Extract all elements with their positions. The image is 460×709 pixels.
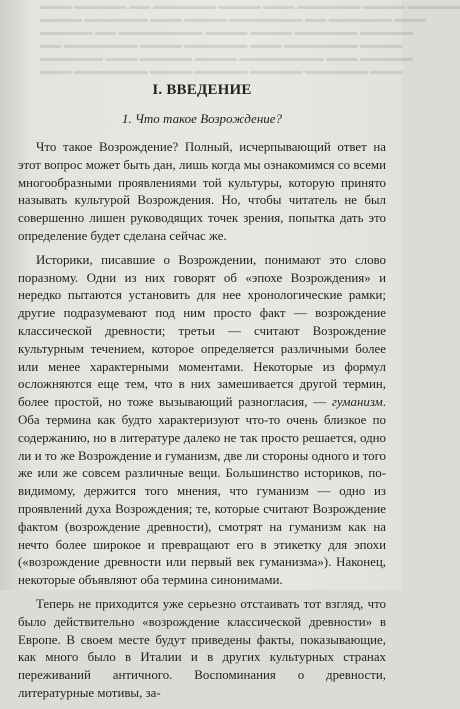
paragraph-2 xyxy=(18,252,386,590)
term-humanism: гуманизм xyxy=(331,395,383,410)
paragraph-1: Что такое Возрождение? Полный, исчерпывающий ответ на этот вопрос может быть дан, лишь когда мы ознакомимся со всеми многообразными проявлениями той культуры, которую принято называть культурой Возрождения. Но, чтобы читатель не был совершенно лишен руководящих точек зрения, попытка дать это определение будет сделана сейчас же. xyxy=(18,140,386,243)
page-content xyxy=(18,82,386,709)
paragraph-2-part-2: . Оба термина как будто характеризуют что-то очень близкое по содержанию, но в литературе далеко не так просто решается, одно ли и то же Возрождение и гуманизм, две ли стороны одного и того же или же совсем различные вещи. Большинство историков, по-видимому, держится того мнения, что гуманизм — одно из проявлений духа Возрождения; те, которые считают Возрождение фактом (возрождение древности), смотрят на гуманизм как на нечто более широкое и превращают его в этикетку для эпохи («возрождение древности или первый век гуманизма»). Наконец, некоторые объявляют оба термина синонимами. xyxy=(18,395,386,588)
paragraph-2-part-1: Историки, писавшие о Возрождении, понимают это слово поразному. Одни из них говорят об «эпохе Возрождения» и нередко пытаются установить для нее хронологические рамки; другие подразумевают под ним просто факт — возрождение классической древности; третьи — считают Возрождение культурным течением, которое определяется различными более или менее характерными моментами. Некоторые из формул осложняются еще тем, что в них замешивается другой термин, более простой, но тоже вызывающий разногласия, — xyxy=(18,252,386,410)
bleed-through-texture: ▬▬▬ ▬▬▬▬▬ ▬▬ ▬▬▬▬▬▬ ▬▬▬▬ ▬▬▬ ▬▬▬▬▬▬ ▬▬▬▬ ▬▬▬▬▬ ▬▬▬▬ ▬▬▬▬▬▬ ▬▬▬ ▬▬▬▬ ▬▬▬▬▬▬▬ ▬▬ ▬▬▬▬▬▬ ▬▬▬ ▬▬▬▬▬ ▬▬ ▬▬▬▬▬▬▬▬ ▬▬▬▬ ▬▬▬▬ ▬▬▬▬▬▬ ▬▬▬▬▬ ▬▬ ▬▬▬▬▬▬▬ ▬▬▬▬ ▬▬▬▬▬▬ ▬▬▬ ▬▬▬▬▬▬▬ ▬▬▬▬ ▬▬▬▬▬▬ ▬▬▬ ▬▬▬▬▬ ▬▬▬▬ ▬▬▬▬▬▬▬▬ ▬▬▬ ▬▬▬▬▬ ▬▬▬ ▬▬▬▬▬▬▬ ▬▬▬▬ ▬▬▬▬▬ ▬▬▬▬▬ ▬▬▬▬▬▬ ▬▬▬ xyxy=(40,1,460,77)
section-title: 1. Что такое Возрождение? xyxy=(121,111,283,126)
chapter-title: I. ВВЕДЕНИЕ xyxy=(152,82,252,98)
paragraph-3: Теперь не приходится уже серьезно отстаивать тот взгляд, что было действительно «возрождение классической древности» в Европе. В своем месте будут приведены факты, показывающие, как много было в Италии и в других культурных странах переживаний античного. Воспоминания о древности, литературные мотивы, за- xyxy=(18,596,386,700)
